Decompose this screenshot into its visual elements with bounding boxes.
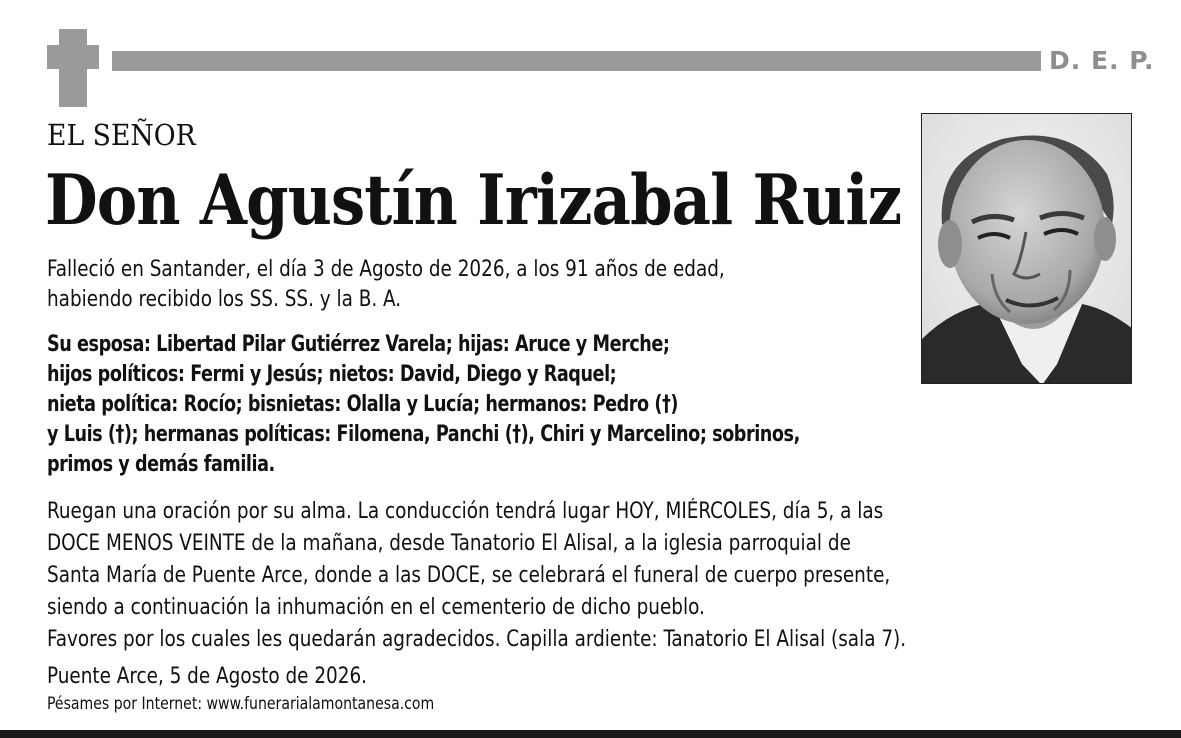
family-line: hijos políticos: Fermi y Jesús; nietos: David, Diego y Raquel; — [47, 362, 617, 387]
family-line: y Luis (†); hermanas políticas: Filomena, Panchi (†), Chiri y Marcelino; sobrinos, — [47, 422, 800, 447]
funeral-line: DOCE MENOS VEINTE de la mañana, desde Tanatorio El Alisal, a la iglesia parroquial de — [47, 531, 851, 556]
place-date: Puente Arce, 5 de Agosto de 2026. — [47, 664, 368, 689]
deceased-title: EL SEÑOR — [47, 118, 196, 152]
dep-label: D. E. P. — [1049, 46, 1155, 75]
death-announcement-text — [47, 255, 903, 315]
intro-line: Falleció en Santander, el día 3 de Agosto de 2026, a los 91 años de edad, — [47, 257, 725, 282]
cross-icon-arm — [47, 45, 99, 69]
funeral-line: Favores por los cuales les quedarán agradecidos. Capilla ardiente: Tanatorio El Alisal (sala 7). — [47, 627, 907, 652]
family-line: nieta política: Rocío; bisnietas: Olalla y Lucía; hermanos: Pedro (†) — [47, 392, 678, 417]
deceased-name: Don Agustín Irizabal Ruiz — [45, 160, 902, 241]
family-list — [47, 330, 990, 480]
condolences-web-link: Pésames por Internet: www.funerarialamontanesa.com — [47, 694, 435, 714]
family-line: primos y demás familia. — [47, 452, 275, 477]
funeral-line: Santa María de Puente Arce, donde a las DOCE, se celebrará el funeral de cuerpo presente, — [47, 563, 891, 588]
family-line: Su esposa: Libertad Pilar Gutiérrez Varela; hijas: Aruce y Merche; — [47, 332, 670, 357]
funeral-details — [47, 496, 1117, 656]
funeral-line: Ruegan una oración por su alma. La conducción tendrá lugar HOY, MIÉRCOLES, día 5, a las — [47, 499, 884, 524]
header-rule — [112, 51, 1041, 71]
bottom-rule — [0, 730, 1181, 738]
intro-line: habiendo recibido los SS. SS. y la B. A. — [47, 287, 402, 312]
funeral-line: siendo a continuación la inhumación en el cementerio de dicho pueblo. — [47, 595, 705, 620]
